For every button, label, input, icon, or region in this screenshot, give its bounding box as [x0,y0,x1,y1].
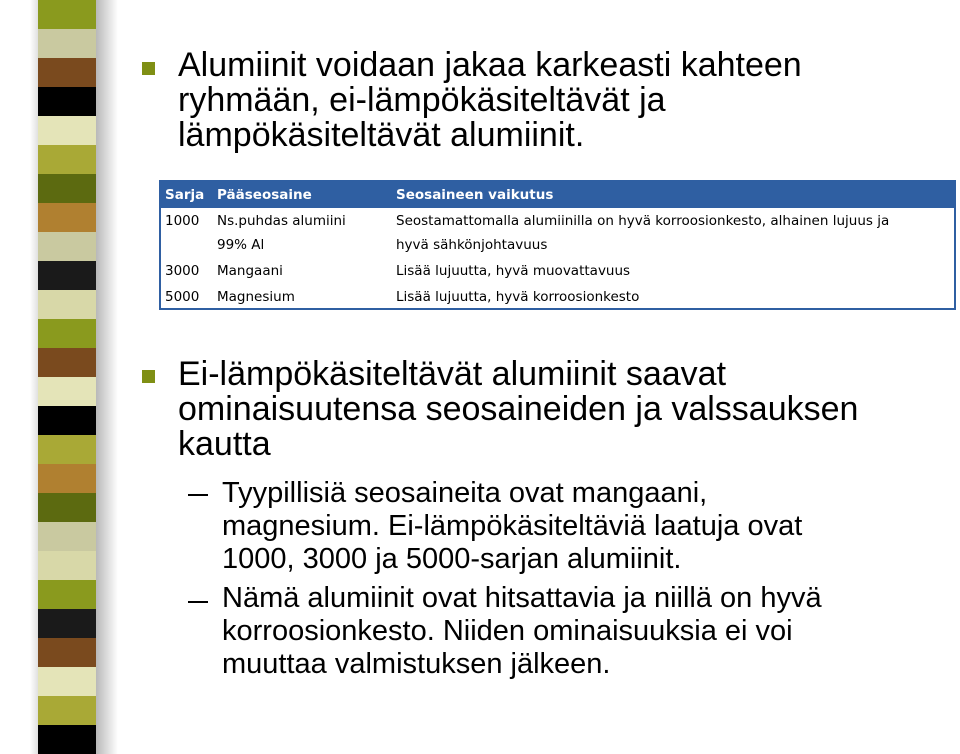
row1-effect-line1: Seostamattomalla alumiinilla on hyvä korroosionkesto, alhainen lujuus ja [396,213,890,229]
row1-element-line2: 99% Al [217,237,265,253]
stripe-segment [38,725,96,754]
sub2-line-3: muuttaa valmistuksen jälkeen. [222,648,611,680]
stripe-segment [38,261,96,290]
row2-effect: Lisää lujuutta, hyvä muovattavuus [396,263,631,279]
stripe-segment [38,464,96,493]
sub2-line-1: Nämä alumiinit ovat hitsattavia ja niillä on hyvä [222,582,822,614]
row1-element-line1: Ns.puhdas alumiini [217,213,346,229]
stripe-segment [38,319,96,348]
stripe-segment [38,232,96,261]
sub1-line-3: 1000, 3000 ja 5000-sarjan alumiinit. [222,543,682,575]
stripe-segment [38,29,96,58]
stripe-segment [38,696,96,725]
row1-series: 1000 [165,213,200,229]
row3-effect: Lisää lujuutta, hyvä korroosionkesto [396,289,640,305]
stripe-segment [38,667,96,696]
stripe-segment [38,609,96,638]
bullet2-line-1: Ei-lämpökäsiteltävät alumiinit saavat [178,355,727,393]
stripe-segment [38,290,96,319]
stripe-shadow-left [30,0,38,754]
stripe-segment [38,377,96,406]
row3-series: 5000 [165,289,200,305]
sub2-line-2: korroosionkesto. Niiden ominaisuuksia ei voi [222,615,793,647]
stripe-segment [38,116,96,145]
bullet-text-1 [178,48,802,153]
sub-bullet-text-2 [222,582,822,681]
stripe-segment [38,493,96,522]
stripe-segment [38,145,96,174]
row1-effect-line2: hyvä sähkönjohtavuus [396,237,548,253]
sub-bullet-text-1 [222,477,802,576]
header-series: Sarja [165,187,205,203]
bullet1-line-1: Alumiinit voidaan jakaa karkeasti kahteen [178,46,802,84]
bullet-square-icon [142,62,155,75]
stripe-segment [38,522,96,551]
dash-icon [188,601,208,603]
table-header-row [161,182,954,208]
sub1-line-1: Tyypillisiä seosaineita ovat mangaani, [222,477,708,509]
stripe-segment [38,406,96,435]
bullet2-line-2: ominaisuutensa seosaineiden ja valssauksen [178,390,859,428]
row2-element: Mangaani [217,263,283,279]
stripe-segment [38,0,96,29]
stripe-segment [38,174,96,203]
decorative-stripe [38,0,96,754]
stripe-shadow [96,0,118,754]
row2-series: 3000 [165,263,200,279]
aluminium-series-table [159,180,956,310]
stripe-segment [38,551,96,580]
sub1-line-2: magnesium. Ei-lämpökäsiteltäviä laatuja ovat [222,510,803,542]
stripe-segment [38,87,96,116]
stripe-segment [38,58,96,87]
header-effect: Seosaineen vaikutus [396,187,554,203]
bullet-text-2 [178,357,858,462]
dash-icon [188,494,208,496]
stripe-segment [38,638,96,667]
stripe-segment [38,348,96,377]
bullet-square-icon [142,370,155,383]
row3-element: Magnesium [217,289,295,305]
stripe-segment [38,580,96,609]
stripe-segment [38,203,96,232]
bullet2-line-3: kautta [178,425,271,463]
bullet1-line-2: ryhmään, ei-lämpökäsiteltävät ja [178,81,666,119]
header-element: Pääseosaine [217,187,312,203]
stripe-segment [38,435,96,464]
bullet1-line-3: lämpökäsiteltävät alumiinit. [178,116,585,154]
